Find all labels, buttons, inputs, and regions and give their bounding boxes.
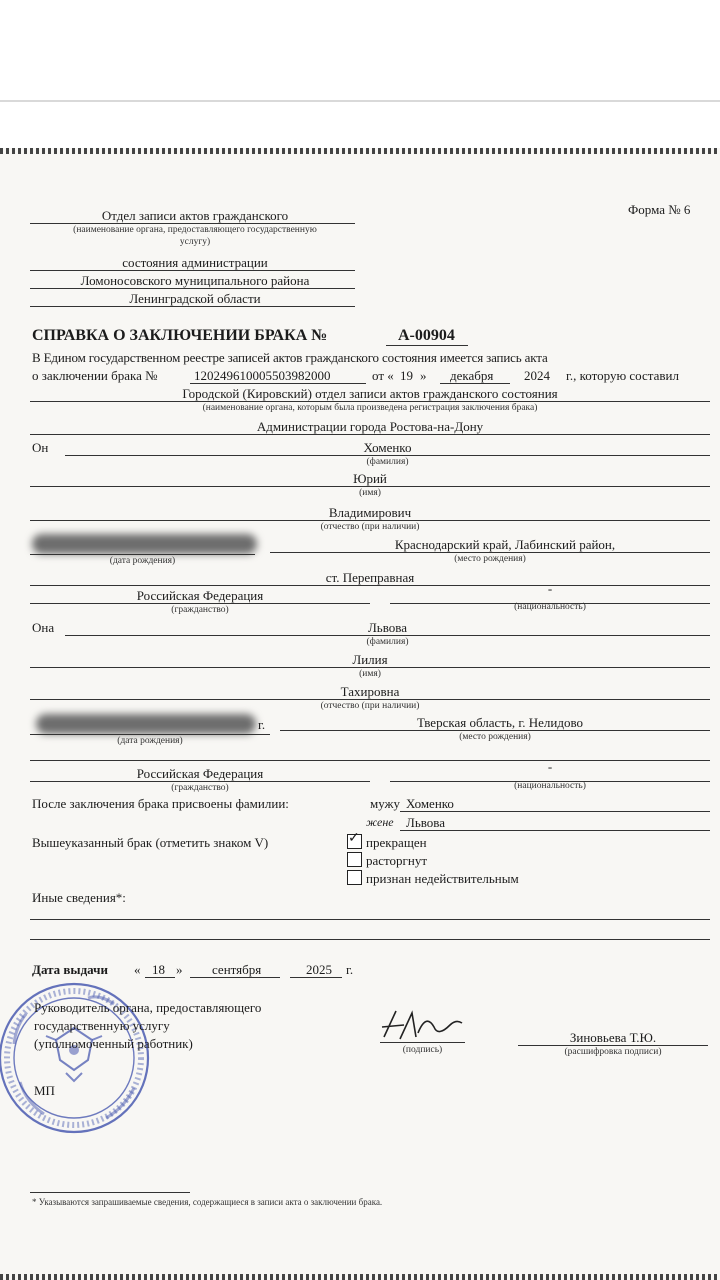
- she-birth-date-suffix: г.: [258, 717, 266, 732]
- rule: [30, 486, 710, 487]
- issue-year-suffix: г.: [346, 962, 354, 977]
- top-bar: [0, 0, 720, 102]
- she-nationality-hint: (национальность): [514, 781, 586, 791]
- signatory-name: Зиновьева Т.Ю.: [569, 1030, 657, 1045]
- footnote: * Указываются запрашиваемые сведения, содержащиеся в записи акта о заключении брака.: [32, 1197, 383, 1207]
- redacted-birth-date: [32, 534, 257, 554]
- husband-surname: Хоменко: [406, 796, 454, 811]
- she-birth-place: Тверская область, г. Нелидово: [416, 715, 584, 730]
- he-birth-place-2: ст. Переправная: [325, 570, 415, 585]
- issue-date-close: »: [176, 962, 183, 977]
- he-surname-hint: (фамилия): [366, 457, 409, 467]
- rule: [65, 635, 710, 636]
- he-patronymic: Владимирович: [328, 505, 412, 520]
- rule: [30, 603, 370, 604]
- issuer-hint-1: (наименование органа, предоставляющего государственную: [73, 225, 317, 235]
- rule: [30, 306, 355, 307]
- rule: [30, 520, 710, 521]
- she-nationality: -: [547, 759, 553, 774]
- rule: [518, 1045, 708, 1046]
- issuer-line-1: Отдел записи актов гражданского: [101, 208, 289, 223]
- status-checkbox-invalid[interactable]: [347, 870, 362, 885]
- marriage-status-label: Вышеуказанный брак (отметить знаком V): [32, 835, 269, 850]
- rule: [190, 383, 366, 384]
- record-month: декабря: [450, 368, 494, 383]
- registry-line-1: В Едином государственном реестре записей актов гражданского состояния имеется запись акта: [32, 350, 548, 365]
- he-birth-date-hint: (дата рождения): [109, 556, 176, 566]
- redacted-birth-date: [36, 714, 256, 734]
- rule: [30, 939, 710, 940]
- issue-day: 18: [152, 962, 165, 977]
- signature-hint: (подпись): [402, 1045, 443, 1055]
- top-perforation: [0, 148, 720, 154]
- issue-month: сентября: [212, 962, 262, 977]
- rule: [30, 270, 355, 271]
- he-nationality: -: [547, 581, 553, 596]
- signatory-line-2: государственную услугу: [34, 1018, 170, 1033]
- he-patronymic-hint: (отчество (при наличии): [320, 522, 420, 532]
- certificate-title: СПРАВКА О ЗАКЛЮЧЕНИИ БРАКА №: [32, 327, 328, 344]
- he-surname: Хоменко: [363, 440, 412, 455]
- record-day: 19: [400, 368, 413, 383]
- rule: [30, 919, 710, 920]
- check-mark-icon: ✓: [348, 831, 360, 846]
- rule: [30, 667, 710, 668]
- status-option-invalid: признан недействительным: [366, 871, 519, 886]
- signatory-name-hint: (расшифровка подписи): [564, 1047, 662, 1057]
- she-name-hint: (имя): [359, 669, 381, 679]
- form-number: Форма № 6: [628, 202, 691, 217]
- issue-year: 2025: [306, 962, 332, 977]
- registry-prefix: о заключении брака №: [32, 368, 158, 383]
- registrar-line-1: Городской (Кировский) отдел записи актов гражданского состояния: [182, 386, 558, 401]
- she-patronymic: Тахировна: [340, 684, 400, 699]
- she-citizenship-hint: (гражданство): [171, 783, 229, 793]
- she-surname-hint: (фамилия): [366, 637, 409, 647]
- rule: [30, 734, 270, 735]
- record-day-close: »: [420, 368, 427, 383]
- she-birth-date-hint: (дата рождения): [117, 736, 183, 746]
- certificate-number: А-00904: [398, 327, 455, 344]
- rule: [270, 552, 710, 553]
- rule: [30, 401, 710, 402]
- registrar-hint: (наименование органа, которым была произведена регистрация заключения брака): [202, 403, 538, 413]
- she-surname: Львова: [367, 620, 408, 635]
- signatory-line-3: (уполномоченный работник): [34, 1036, 193, 1051]
- rule: [380, 1042, 465, 1043]
- from-label: от «: [372, 368, 394, 383]
- she-name: Лилия: [352, 652, 388, 667]
- issue-date-open: «: [134, 962, 141, 977]
- other-info-label: Иные сведения*:: [32, 890, 126, 905]
- record-number: 120249610005503982000: [194, 368, 331, 383]
- footnote-rule: [30, 1192, 190, 1193]
- husband-label: мужу: [370, 796, 401, 811]
- record-year-suffix: г., которую составил: [566, 368, 679, 383]
- signatory-line-1: Руководитель органа, предоставляющего: [34, 1000, 262, 1015]
- she-patronymic-hint: (отчество (при наличии): [320, 701, 420, 711]
- issuer-line-4: Ленинградской области: [129, 291, 261, 306]
- he-birth-place-1: Краснодарский край, Лабинский район,: [394, 537, 616, 552]
- she-birth-place-hint: (место рождения): [459, 732, 531, 742]
- status-option-dissolved: расторгнут: [366, 853, 428, 868]
- rule: [440, 383, 510, 384]
- signature-mark-icon: [378, 1003, 468, 1051]
- he-citizenship: Российская Федерация: [136, 588, 264, 603]
- certificate-page: [0, 148, 720, 1280]
- rule: [400, 811, 710, 812]
- he-name: Юрий: [353, 471, 387, 486]
- she-citizenship: Российская Федерация: [136, 766, 264, 781]
- bottom-perforation: [0, 1274, 720, 1280]
- issuer-line-2: состояния администрации: [122, 255, 268, 270]
- record-year: 2024: [524, 368, 550, 383]
- status-option-terminated: прекращен: [366, 835, 427, 850]
- issuer-line-3: Ломоносовского муниципального района: [80, 273, 310, 288]
- rule: [190, 977, 280, 978]
- rule: [30, 554, 255, 555]
- rule: [30, 434, 710, 435]
- wife-surname: Львова: [406, 815, 446, 830]
- rule: [30, 781, 370, 782]
- he-citizenship-hint: (гражданство): [171, 605, 229, 615]
- rule: [30, 288, 355, 289]
- he-nationality-hint: (национальность): [514, 602, 586, 612]
- issuer-hint-2: услугу): [179, 237, 211, 247]
- rule: [386, 345, 468, 346]
- rule: [65, 455, 710, 456]
- rule: [30, 699, 710, 700]
- registrar-line-2: Администрации города Ростова-на-Дону: [256, 419, 484, 434]
- rule: [30, 223, 355, 224]
- she-label: Она: [32, 620, 55, 635]
- status-checkbox-dissolved[interactable]: [347, 852, 362, 867]
- rule: [400, 830, 710, 831]
- he-birth-place-hint: (место рождения): [454, 554, 526, 564]
- he-name-hint: (имя): [359, 488, 381, 498]
- he-label: Он: [32, 440, 49, 455]
- stamp-label: МП: [34, 1083, 55, 1098]
- issue-date-label: Дата выдачи: [32, 962, 108, 977]
- surnames-after-label: После заключения брака присвоены фамилии:: [32, 796, 289, 811]
- rule: [290, 977, 342, 978]
- rule: [280, 730, 710, 731]
- wife-label: жене: [366, 815, 394, 829]
